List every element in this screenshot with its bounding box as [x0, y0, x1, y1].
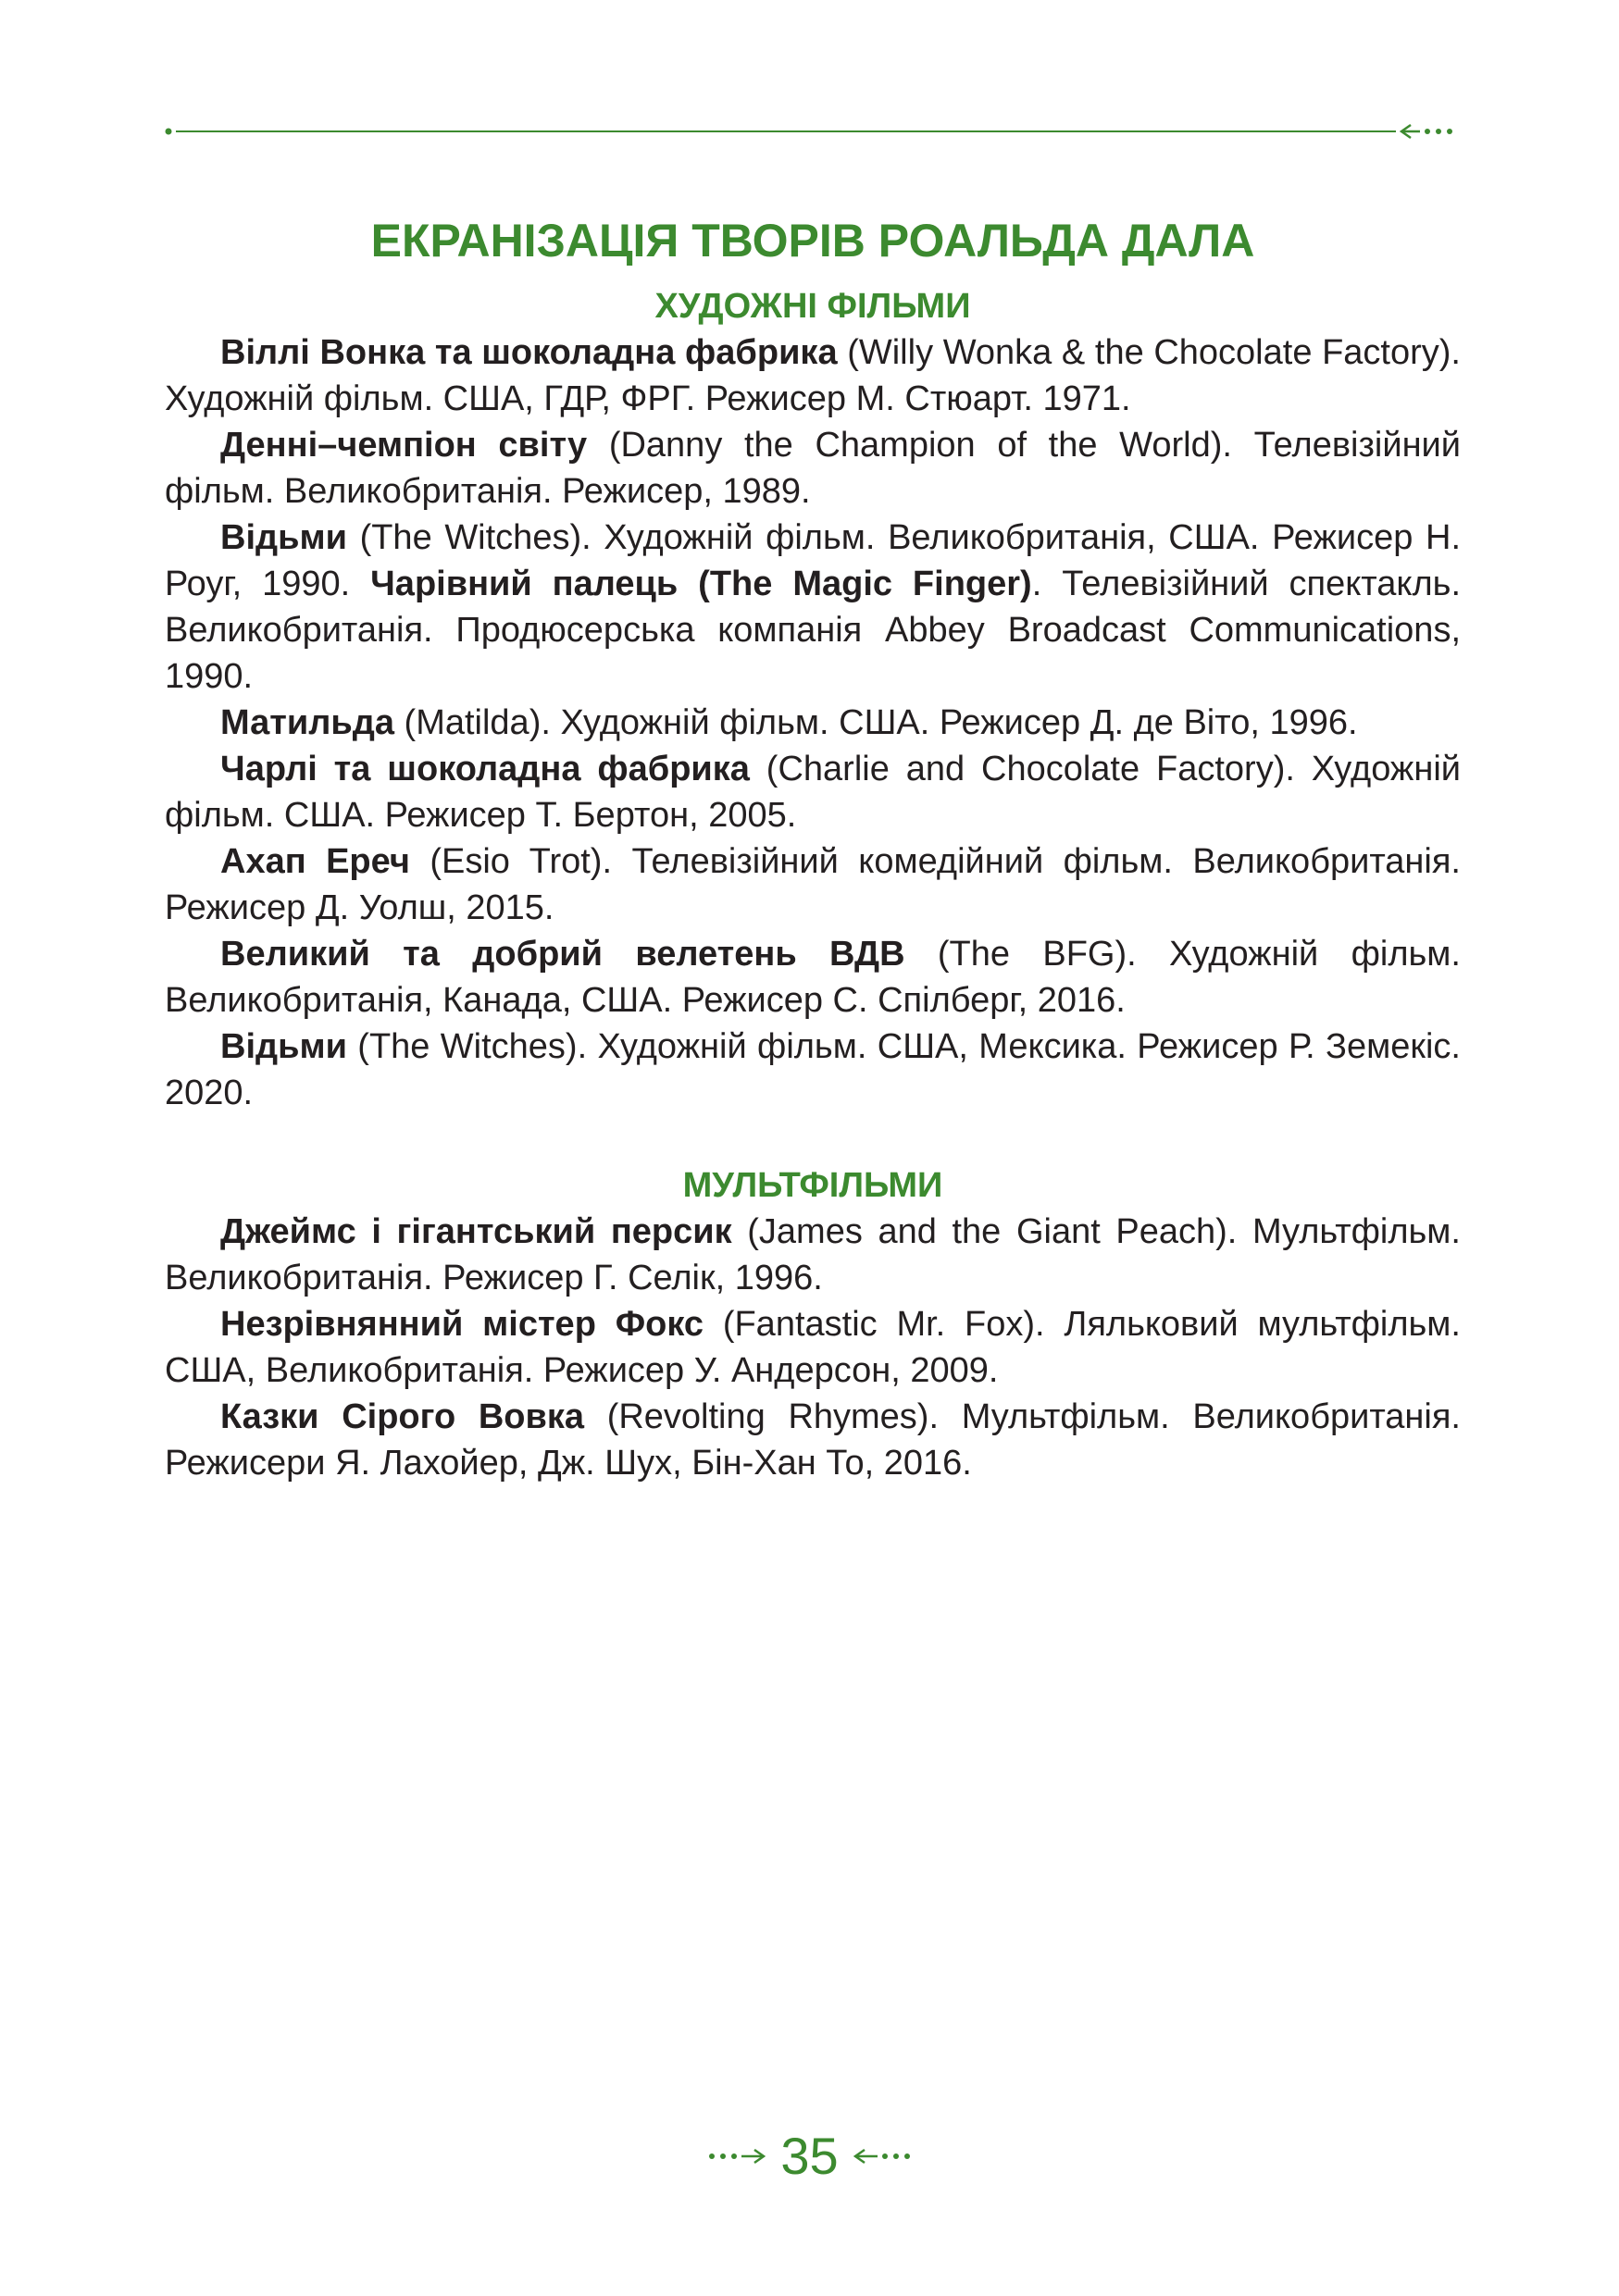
arrow-right-ornament-icon: [708, 2147, 767, 2166]
page-number: 35: [780, 2127, 839, 2185]
film-entry: Відьми (The Witches). Художній фільм. США, Мексика. Режисер Р. Земекіс. 2020.: [165, 1027, 1461, 1112]
film-entry: Джеймс і гігантський персик (James and the Giant Peach). Мультфільм. Великобританія. Режисер Г. Селік, 1996.: [165, 1212, 1461, 1297]
top-rule-ornament-icon: [165, 122, 1461, 141]
film-entry: Відьми (The Witches). Художній фільм. Великобританія, США. Режисер Н. Роуг, 1990. Чарівний палець (The Magic Finger). Телевізійний спектакль. Великобританія. Продюсерська компанія Abbey Broadcast Communications, 1990.: [165, 518, 1462, 696]
film-entry: Денні–чемпіон світу (Danny the Champion of the World). Телевізійний фільм. Великобританія. Режисер, 1989.: [165, 426, 1462, 511]
section-feature-films: [165, 283, 1461, 1116]
page-title: ЕКРАНІЗАЦІЯ ТВОРІВ РОАЛЬДА ДАЛА: [370, 215, 1255, 267]
film-entry: Чарлі та шоколадна фабрика (Charlie and Chocolate Factory). Художній фільм. США. Режисер Т. Бертон, 2005.: [165, 750, 1461, 835]
section-heading: ХУДОЖНІ ФІЛЬМИ: [654, 287, 971, 326]
film-entry: Матильда (Matilda). Художній фільм. США. Режисер Д. де Віто, 1996.: [220, 703, 1358, 742]
film-entry: Великий та добрий велетень ВДВ (The BFG). Художній фільм. Великобританія, Канада, США. Режисер С. Спілберг, 2016.: [165, 935, 1461, 1020]
arrow-left-ornament-icon: [852, 2147, 911, 2166]
film-entry: Віллі Вонка та шоколадна фабрика (Willy Wonka & the Chocolate Factory). Художній фільм. США, ГДР, ФРГ. Режисер М. Стюарт. 1971.: [165, 333, 1461, 418]
film-entry: Ахап Ереч (Esio Trot). Телевізійний комедійний фільм. Великобританія. Режисер Д. Уолш, 2015.: [165, 842, 1461, 927]
section-animated-films: [165, 1162, 1461, 1486]
page-footer: [0, 2124, 1619, 2189]
section-heading: МУЛЬТФІЛЬМИ: [682, 1166, 943, 1205]
page-content: [165, 213, 1461, 1486]
film-entry: Незрівнянний містер Фокс (Fantastic Mr. Fox). Ляльковий мультфільм. США, Великобританія. Режисер У. Андерсон, 2009.: [165, 1305, 1461, 1390]
section-spacer: [165, 1116, 1461, 1162]
film-entry: Казки Сірого Вовка (Revolting Rhymes). Мультфільм. Великобританія. Режисери Я. Лахойер, Дж. Шух, Бін-Хан То, 2016.: [165, 1397, 1461, 1483]
